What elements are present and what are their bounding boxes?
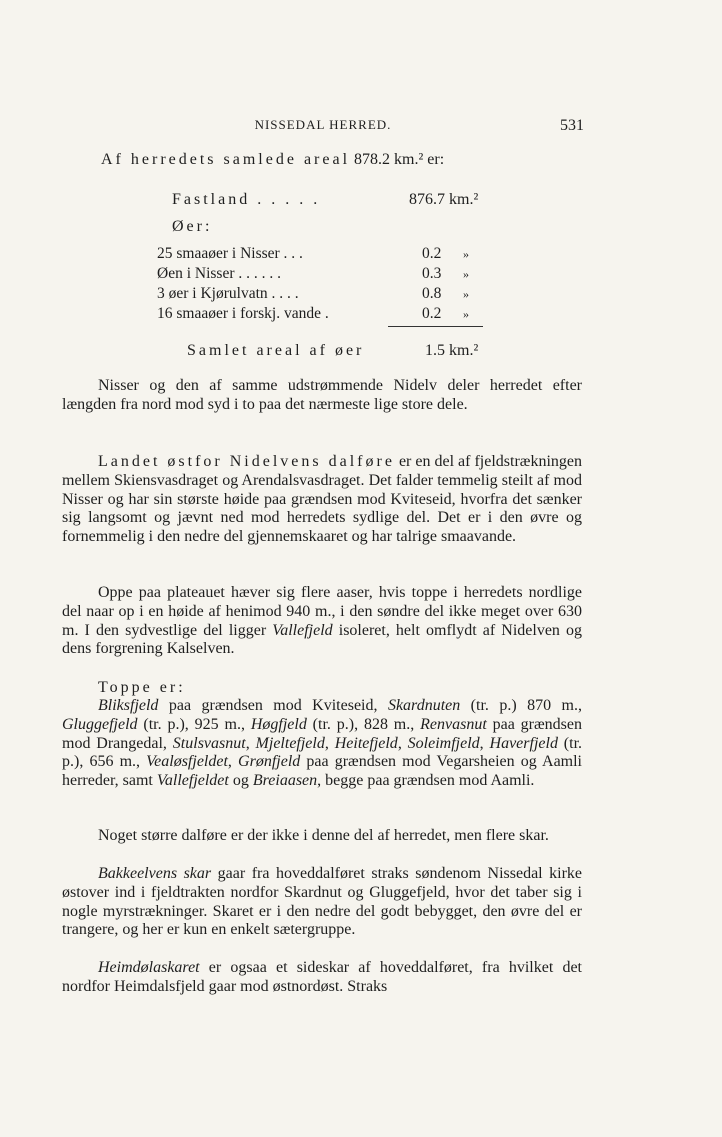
total-label: Samlet areal af øer (187, 342, 365, 359)
fastland-label: Fastland . . . . . (172, 191, 321, 208)
paragraph-text: isoleret, helt omflydt af Nidelven og dens forgrening Kalselven. (62, 621, 583, 658)
paragraph-text: (tr. p.) 870 m., (460, 697, 582, 714)
fastland-row (172, 190, 320, 210)
table-row (157, 284, 487, 304)
place-name: Bliksfjeld (98, 697, 159, 714)
paragraph-toppe (62, 697, 582, 791)
paragraph-text: , (397, 734, 408, 752)
table-row (157, 244, 487, 264)
paragraph-text: , (245, 734, 256, 752)
place-name: Vealøsfjeldet (146, 753, 228, 771)
sum-rule (388, 326, 483, 327)
oer-heading: Øer: (172, 218, 213, 235)
header-title: NISSEDAL HERRED. (254, 117, 392, 132)
place-name: Bakkeelvens skar (98, 865, 212, 882)
paragraph-text: , (479, 734, 490, 752)
paragraph-bakkeelven (62, 865, 582, 940)
area-intro (101, 150, 444, 170)
page-number: 531 (560, 117, 584, 134)
place-name: Gluggefjeld (62, 715, 138, 733)
paragraph-text: paa grændsen mod Vegarsheien og Aamli herreder, samt (62, 753, 582, 790)
running-header (62, 117, 584, 137)
paragraph-text: (tr. p.), 828 m., (306, 715, 421, 733)
paragraph-spaced: Landet østfor Nidelvens dalføre (98, 453, 395, 470)
place-name: Vallefjeldet (156, 772, 229, 790)
place-name: Grønfjeld (238, 753, 301, 771)
row-label: 3 øer i Kjørulvatn . . . . (157, 285, 299, 302)
row-value: 0.2 (422, 245, 442, 262)
row-label: Øen i Nisser . . . . . . (157, 265, 281, 282)
area-intro-spaced: Af herredets samlede areal (101, 151, 351, 168)
fastland-value: 876.7 km.² (409, 191, 479, 208)
place-name: Skardnuten (387, 697, 461, 714)
row-value: 0.3 (422, 265, 442, 282)
table-row (157, 264, 487, 284)
place-name: Mjeltefjeld (255, 734, 325, 752)
paragraph-text: , begge paa grændsen mod Aamli. (317, 772, 535, 790)
row-unit: » (463, 287, 469, 301)
place-name: Heitefjeld (334, 734, 398, 752)
row-value: 0.8 (422, 285, 442, 302)
paragraph-text: paa grændsen mod Drangedal, (62, 715, 583, 752)
paragraph-plateauet (62, 584, 582, 659)
place-name: Heimdølaskaret (98, 959, 200, 976)
paragraph-dalfore (62, 827, 582, 846)
row-label: 25 smaaøer i Nisser . . . (157, 245, 303, 262)
paragraph-text: Nisser og den af samme udstrømmende Nidelv deler herredet efter længden fra nord mod syd i to paa det nærmeste lige store dele. (62, 377, 582, 413)
row-value: 0.2 (422, 305, 442, 322)
islands-table (157, 244, 487, 324)
paragraph-heimdola (62, 959, 582, 997)
row-label: 16 smaaøer i forskj. vande . (157, 305, 329, 322)
place-name: Renvasnut (420, 715, 487, 733)
place-name: Soleimfjeld (407, 734, 480, 752)
paragraph-text: paa grændsen mod Kviteseid, (158, 697, 388, 714)
place-name: Vallefjeld (272, 621, 333, 639)
table-row (157, 304, 487, 324)
row-unit: » (463, 267, 469, 281)
row-unit: » (463, 247, 469, 261)
paragraph-text: Oppe paa plateauet hæver sig flere aaser, hvis toppe i herredets nordlige del naar op i en høide af henimod 940 m., i den søndre del ikke meget over 630 m. I den sydvestlige del ligger (62, 584, 582, 639)
paragraph-text: , (324, 734, 335, 752)
paragraph-text: (tr. p.), 656 m., (62, 734, 583, 771)
paragraph-landet (62, 453, 582, 547)
paragraph-text: er ogsaa et sideskar af hoveddalføret, fra hvilket det nordfor Heimdalsfjeld gaar mod østnordøst. Straks (62, 959, 582, 995)
place-name: Høgfjeld (250, 715, 307, 733)
paragraph-text: og (228, 772, 253, 790)
paragraph-nisser (62, 377, 582, 415)
place-name: Stulsvasnut (172, 734, 246, 752)
toppe-heading: Toppe er: (98, 679, 186, 696)
place-name: Breiaasen (252, 772, 318, 790)
paragraph-text: (tr. p.), 925 m., (137, 715, 251, 733)
paragraph-text: Noget større dalføre er der ikke i denne del af herredet, men flere skar. (98, 827, 549, 844)
paragraph-text: gaar fra hoveddalføret straks søndenom Nissedal kirke østover ind i fjeldtrakten nordfor Skardnut og Gluggefjeld, hvor det taber sig i nogle myrstrækninger. Skaret er i den nedre del godt bebygget, den øvre del er trangere, og her er kun en enkelt sætergruppe. (62, 865, 583, 939)
total-value: 1.5 km.² (425, 342, 479, 359)
paragraph-text: er en del af fjeldstrækningen mellem Skiensvasdraget og Arendalsvasdraget. Det falder temmelig steilt af mod Nisser og har sin største høide paa grændsen mod Kviteseid, hvorfra det sænker sig langsomt og jævnt ned mod herredets sydlige del. Det er i den øvre og fornemmelig i den nedre del gjennemskaaret og har talrige smaavande. (62, 453, 582, 546)
row-unit: » (463, 307, 469, 321)
paragraph-text: , (227, 753, 239, 771)
area-intro-value: 878.2 km.² er: (350, 151, 445, 168)
place-name: Haverfjeld (489, 734, 558, 752)
